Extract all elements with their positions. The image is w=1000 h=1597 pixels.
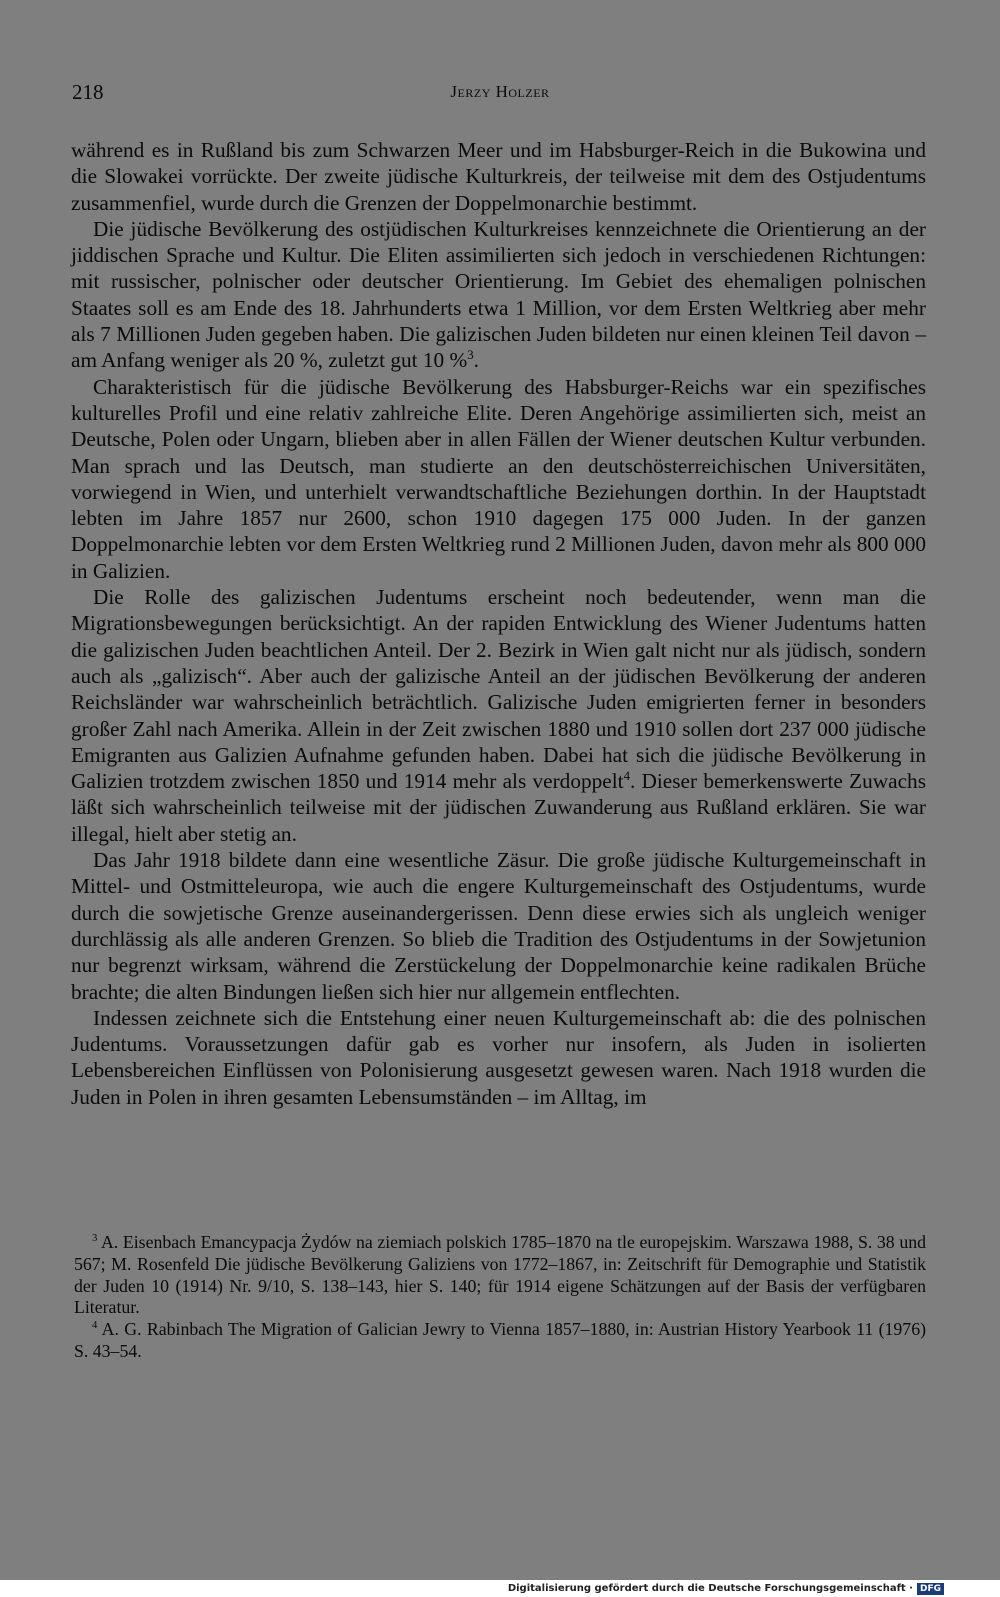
paragraph: Die Rolle des galizischen Judentums erscheint noch bedeutender, wenn man die Migrationsbewegungen berücksichtigt. An der rapiden Entwicklung des Wiener Judentums hatten die galizischen Juden beachtlichen Anteil. Der 2. Bezirk in Wien galt nicht nur als jüdisch, sondern auch als „galizisch“. Aber auch der galizische Anteil an der jüdischen Bevölkerung der anderen Reichsländer war wahrscheinlich beträchtlich. Galizische Juden emigrierten ferner in besonders großer Zahl nach Amerika. Allein in der Zeit zwischen 1880 und 1910 sollen dort 237 000 jüdische Emigranten aus Galizien Aufnahme gefunden haben. Dabei hat sich die jüdische Bevölkerung in Galizien trotzdem zwischen 1850 und 1914 mehr als verdoppelt$^4$. Dieser bemerkenswerte Zuwachs läßt sich wahrscheinlich teilweise mit der jüdischen Zuwanderung aus Rußland erklären. Sie war illegal, hielt aber stetig an.: [71, 585, 926, 846]
footnote-ref: 4: [623, 769, 630, 784]
paragraph: Das Jahr 1918 bildete dann eine wesentliche Zäsur. Die große jüdische Kulturgemeinschaft in Mittel- und Ostmitteleuropa, wie auch die engere Kulturgemeinschaft des Ostjudentums, wurde durch die sowjetische Grenze auseinandergerissen. Denn diese erwies sich als ungleich weniger durchlässig als alle anderen Grenzen. So blieb die Tradition des Ostjudentums in der Sowjetunion nur begrenzt wirksam, während die Zerstückelung der Doppelmonarchie keine radikalen Brüche brachte; die alten Bindungen ließen sich hier nur allgemein entflechten.: [71, 848, 926, 1004]
footnote-mark: 3: [92, 1232, 98, 1245]
credit-text: Digitalisierung gefördert durch die Deutsche Forschungsgemeinschaft ·: [507, 1583, 913, 1594]
footnotes: [74, 1232, 926, 1363]
footnote-mark: 4: [92, 1319, 98, 1332]
paragraph: während es in Rußland bis zum Schwarzen Meer und im Habsburger-Reich in die Bukowina und die Slowakei vorrückte. Der zweite jüdische Kulturkreis, der teilweise mit dem des Ostjudentums zusammenfiel, wurde durch die Grenzen der Doppelmonarchie bestimmt.: [71, 138, 926, 215]
paragraph: Charakteristisch für die jüdische Bevölkerung des Habsburger-Reichs war ein spezifisches kulturelles Profil und eine relativ zahlreiche Elite. Deren Angehörige assimilierten sich, meist an Deutsche, Polen oder Ungarn, blieben aber in allen Fällen der Wiener deutschen Kultur verbunden. Man sprach und las Deutsch, man studierte an den deutschösterreichischen Universitäten, vorwiegend in Wien, und unterhielt verwandtschaftliche Beziehungen dorthin. In der Hauptstadt lebten im Jahre 1857 nur 2600, schon 1910 dagegen 175 000 Juden. In der ganzen Doppelmonarchie lebten vor dem Ersten Weltkrieg rund 2 Millionen Juden, davon mehr als 800 000 in Galizien.: [71, 374, 926, 583]
page-header: [72, 80, 928, 110]
body-text: [71, 137, 926, 1110]
footnote-ref: 3: [467, 348, 474, 363]
paragraph: Die jüdische Bevölkerung des ostjüdischen Kulturkreises kennzeichnete die Orientierung an der jiddischen Sprache und Kultur. Die Eliten assimilierten sich jedoch in verschiedenen Richtungen: mit russischer, polnischer oder deutscher Orientierung. Im Gebiet des ehemaligen polnischen Staates soll es am Ende des 18. Jahrhunderts etwa 1 Million, vor dem Ersten Weltkrieg aber mehr als 7 Millionen Juden gegeben haben. Die galizischen Juden bildeten nur einen kleinen Teil davon – am Anfang weniger als 20 %, zuletzt gut 10 %$^3$.: [71, 216, 926, 373]
dfg-logo: DFG: [917, 1583, 944, 1595]
page-number: 218: [72, 80, 104, 104]
footnote: $^3$ A. Eisenbach Emancypacja Żydów na ziemiach polskich 1785–1870 na tle europejskim. Warszawa 1988, S. 38 und 567; M. Rosenfeld Die jüdische Bevölkerung Galiziens von 1772–1867, in: Zeitschrift für Demographie und Statistik der Juden 10 (1914) Nr. 9/10, S. 138–143, hier S. 140; für 1914 eigene Schätzungen auf der Basis der verfügbaren Literatur.: [74, 1232, 926, 1318]
running-head: Jerzy Holzer: [450, 82, 550, 101]
paragraph: Indessen zeichnete sich die Entstehung einer neuen Kulturgemeinschaft ab: die des polnischen Judentums. Voraussetzungen dafür gab es vorher nur insofern, als Juden in isolierten Lebensbereichen Einflüssen von Polonisierung ausgesetzt gewesen waren. Nach 1918 wurden die Juden in Polen in ihren gesamten Lebensumständen – im Alltag, im: [71, 1005, 926, 1109]
footnote: $^4$ A. G. Rabinbach The Migration of Galician Jewry to Vienna 1857–1880, in: Austrian History Yearbook 11 (1976) S. 43–54.: [74, 1319, 927, 1361]
digitization-credit: [508, 1580, 944, 1597]
